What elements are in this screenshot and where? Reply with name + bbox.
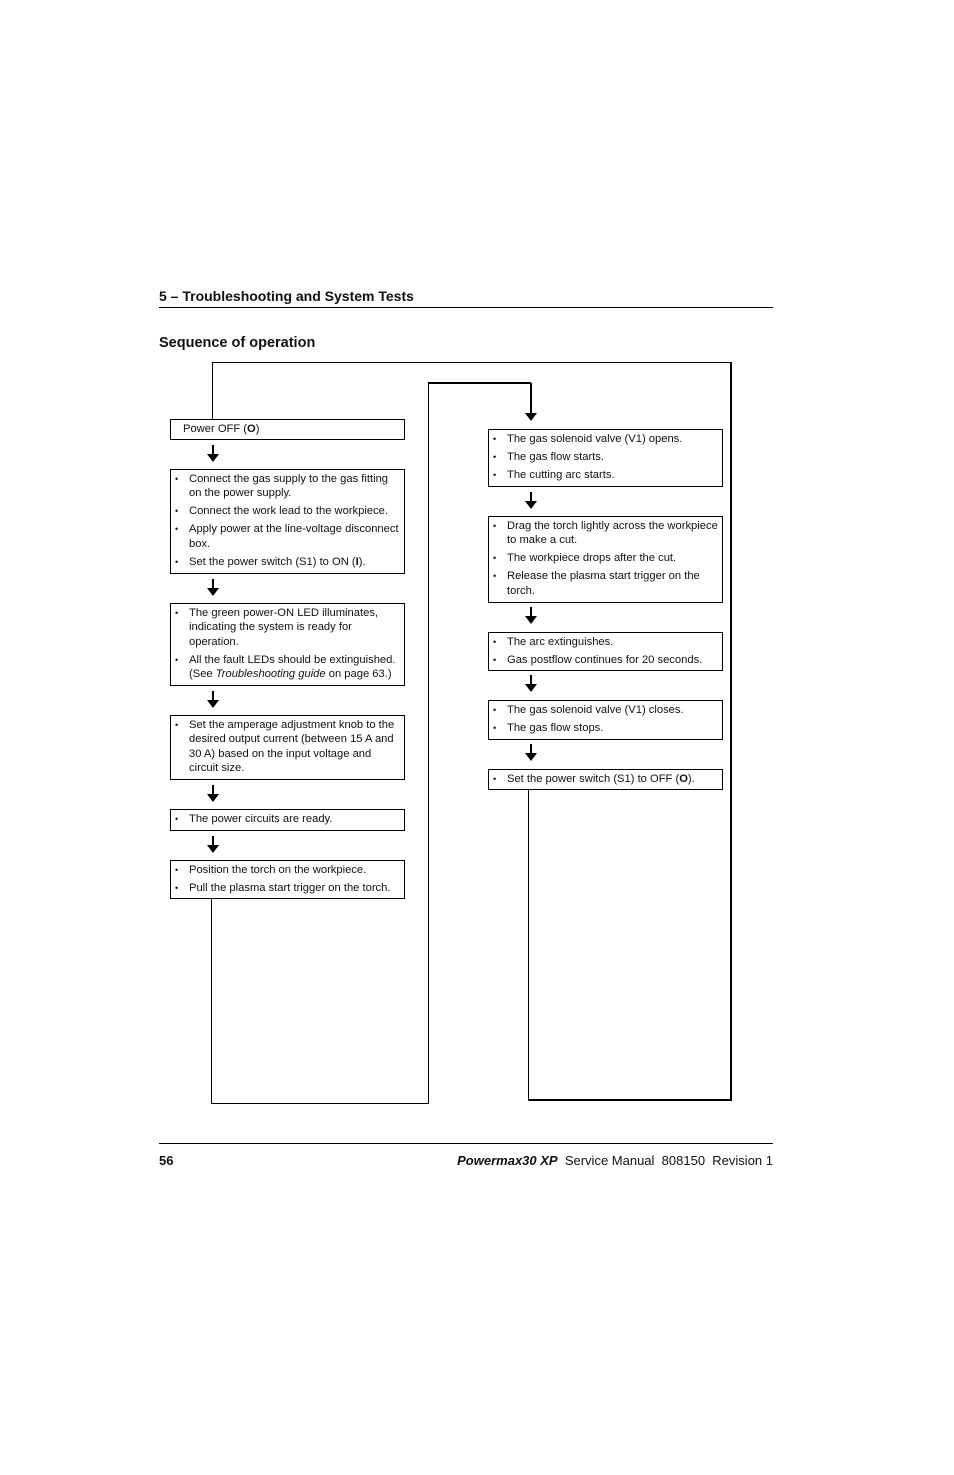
flow-arrow (207, 579, 219, 595)
part-number: 808150 (661, 1153, 706, 1168)
list-item: • The gas solenoid valve (V1) opens. (493, 432, 718, 446)
step-power-on-led (170, 603, 405, 686)
step-gas-valve-opens (488, 429, 723, 487)
connector-line (212, 362, 731, 363)
list-item: • Gas postflow continues for 20 seconds. (493, 653, 718, 667)
flow-arrow (525, 383, 537, 421)
connector-line (211, 1103, 429, 1104)
flow-arrow (525, 607, 537, 623)
list-item: • The gas flow stops. (493, 721, 718, 735)
footer-rule (159, 1143, 773, 1144)
list-item: • Drag the torch lightly across the workpiece to make a cut. (493, 519, 718, 548)
connector-line (730, 362, 732, 1100)
connector-line (528, 789, 529, 1100)
flow-arrow (207, 691, 219, 707)
list-item: • Connect the work lead to the workpiece. (175, 504, 400, 518)
list-item: • Set the power switch (S1) to OFF (O). (493, 772, 718, 786)
connector-line (212, 362, 213, 419)
list-item: • The cutting arc starts. (493, 468, 718, 482)
flow-arrow (207, 445, 219, 461)
list-item: • Set the power switch (S1) to ON (I). (175, 555, 400, 569)
list-item: • Apply power at the line-voltage disconnect box. (175, 522, 400, 551)
list-item: • The power circuits are ready. (175, 812, 400, 826)
manual-type: Service Manual (564, 1153, 655, 1168)
step-power-off (170, 419, 405, 440)
list-item: • The arc extinguishes. (493, 635, 718, 649)
connector-line (428, 382, 531, 384)
step-gas-valve-closes (488, 700, 723, 740)
page-number: 56 (159, 1153, 174, 1168)
list-item: • Set the amperage adjustment knob to the desired output current (between 15 A and 30 A) based on the input voltage and circuit size. (175, 718, 400, 776)
flow-arrow (525, 744, 537, 760)
flow-arrow (525, 492, 537, 508)
step-power-circuits-ready (170, 809, 405, 831)
header-rule (159, 307, 773, 308)
list-item: • Connect the gas supply to the gas fitting on the power supply. (175, 472, 400, 501)
step-power-switch-off (488, 769, 723, 790)
step-position-torch (170, 860, 405, 899)
step-drag-torch (488, 516, 723, 603)
flow-arrow (525, 675, 537, 691)
connector-line (528, 1099, 732, 1101)
list-item: • All the fault LEDs should be extinguished. (See Troubleshooting guide on page 63.) (175, 653, 400, 682)
product-name: Powermax30 XP (457, 1153, 558, 1168)
step-arc-extinguishes (488, 632, 723, 671)
list-item: • The green power-ON LED illuminates, indicating the system is ready for operation. (175, 606, 400, 649)
step-set-amperage (170, 715, 405, 780)
revision: Revision 1 (712, 1153, 773, 1168)
list-item: • Position the torch on the workpiece. (175, 863, 400, 877)
list-item: • Pull the plasma start trigger on the torch. (175, 881, 400, 895)
section-title: Sequence of operation (159, 335, 316, 351)
connector-line (211, 898, 212, 1104)
power-off-text: Power OFF (O) (183, 423, 260, 435)
flow-arrow (207, 836, 219, 852)
footer-doc-info (457, 1153, 773, 1168)
flow-arrow (207, 785, 219, 801)
list-item: • Release the plasma start trigger on the torch. (493, 569, 718, 598)
list-item: • The gas solenoid valve (V1) closes. (493, 703, 718, 717)
list-item: • The workpiece drops after the cut. (493, 551, 718, 565)
connector-line (428, 382, 429, 1104)
list-item: • The gas flow starts. (493, 450, 718, 464)
step-connect-and-power (170, 469, 405, 574)
chapter-header: 5 – Troubleshooting and System Tests (159, 288, 414, 304)
